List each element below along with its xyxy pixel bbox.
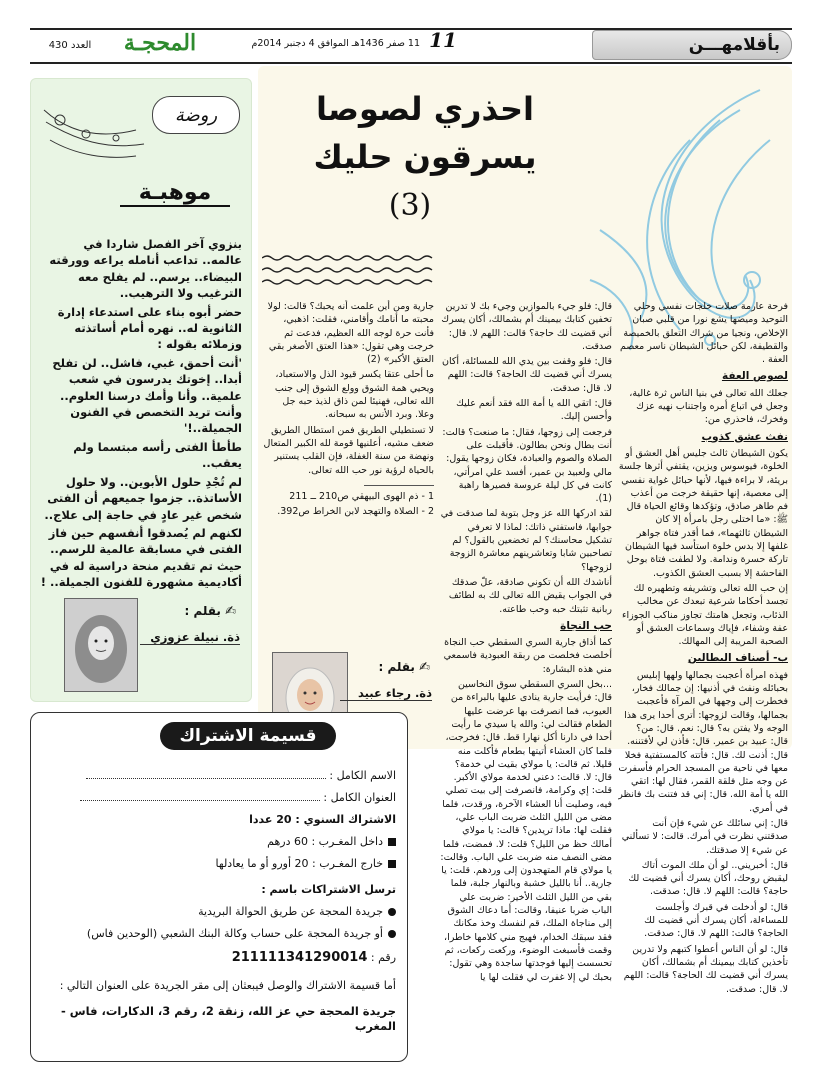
footnote: 2 - الصلاة والتهجد لابن الخراط ص392.: [277, 506, 434, 518]
option2-text: أو جريدة المحجة على حساب وكالة البنك الشعبي (الوحدين فاس): [86, 927, 383, 940]
mailing-address: جريدة المحجة حي عز الله، زنقة 2، رقم 3، الدكارات، فاس - المغرب: [61, 1004, 396, 1033]
outside-morocco-row: [36, 856, 396, 871]
rawda-title: موهبـة: [120, 180, 230, 207]
annual-subscription: الاشتراك السنوي : 20 عددا: [249, 813, 396, 826]
magazine-logo: المحجـة: [123, 30, 197, 56]
account-label: رقم :: [370, 951, 396, 964]
paragraph: فرحة عارمة صلات خلجات نفسي وحلي التوحيد وميضها يشع نورا من قلبي صبان الإخلاص، ونجيا من شراك التعلق بالخميصة والقطيفة، لكن حبائل الشيطان ناسر معصم العفة .: [619, 301, 788, 366]
paragraph: لكنهم لم يُصدقوا أنفسهم حين فاز الفتى في مسابقة عالمية للرسم.. حيث تم تقديم منحة دراسية له في أكاديمية مشهورة للفنون الجميلة.. !: [40, 525, 242, 590]
address-dotted-line[interactable]: [80, 790, 320, 801]
name-field-row[interactable]: [36, 768, 396, 783]
author-label: بقلم :: [378, 660, 415, 674]
paragraph: لا تستطيلي الطريق فمن استطال الطريق ضعف مشيه، أعلنيها قومة لله الكبير المتعال ونهضة من سنة الغفلة، فإن القلب يستنير بالحياة لرؤية نور حب الله تعالى.: [263, 424, 434, 476]
account-number: 211111341290014: [231, 950, 368, 965]
paragraph: فهذه امرأة أعجبت بجمالها ولهها إبليس بحبائله ونفث في أذنيها: إن جمالك فخار، فخطرت إلى وجهها في المرآة فأعجبت بجمالها، وقالت لزوجها: أترى أحدا يرى هذا الوجه ولا يفتن به؟ قال: نعم. قال: من؟ قال: عبيد بن عمير. قال: فأذن لي لأفتننه. قال: أذنت لك. قال: فأتته كالمستفتية فخلا معها في ناحية من المسجد الحرام فأسفرت عن وجه مثل فلقة القمر، فقال لها: اتقي الله يا أمة الله. قال: إني قد فتنت بك فانظر في أمري.: [618, 669, 788, 814]
divider-wave-icon: [262, 254, 436, 262]
address-field-row[interactable]: [36, 790, 396, 805]
header-bottom-rule: [30, 62, 792, 64]
inside-morocco-row: [36, 834, 396, 849]
instructions: أما قسيمة الاشتراك والوصل فيبعثان إلى مقر الجريدة على العنوان التالي :: [59, 979, 396, 992]
subscription-title: قسيمة الاشتراك: [160, 722, 336, 750]
paragraph: أناشدك الله أن تكوني صادقة، علّ صدقك في الجواب يقيض الله تعالى لك به لطائف ربانية تثبتك حبه وحب طاعته.: [448, 576, 612, 615]
paragraph: قال: لو أن الناس أعطوا كتبهم ولا تدرين تأخذين كتابك بيمينك أم بشمالك، أكان يسرك أني قضيت لك الحاجة؟ قالت: اللهم لا. قال: صدقت.: [623, 943, 788, 995]
floral-ornament-icon: [36, 100, 150, 174]
article-column-middle: [440, 300, 612, 1060]
divider-wave-icon: [262, 266, 436, 274]
inside-morocco-text: داخل المغـرب : 60 درهم: [267, 835, 383, 848]
name-label: الاسم الكامل :: [329, 769, 396, 782]
divider-wave-icon: [262, 278, 436, 286]
paragraph: قال: فلو وقفت بين يدي الله للمسائلة، أكان يسرك أني قضيت لك الحاجة؟ قالت: اللهم لا. قال: صدقت.: [442, 356, 612, 394]
paragraph: قال: لو أدخلت في قبرك وأجلست للمساءلة، أكان يسرك أني قضيت لك الحاجة؟ قالت: اللهم لا. قال: صدقت.: [644, 901, 788, 940]
article-part: (3): [388, 188, 432, 223]
paragraph: جعلك الله تعالى في بنيا الناس ثرة غالية، وجعل في اتباع أمره واجتناب نهيه عزك وفخرك، فاحذري من:: [629, 387, 788, 426]
author-byline-1: [350, 660, 430, 675]
pen-icon: ✍: [225, 604, 236, 619]
rawda-logo: روضة: [152, 96, 240, 134]
paragraph: حضر أبوه بناء على استدعاء إدارة الثانوية له.. نهره أمام أساتذته وزملائه بقوله :: [57, 304, 242, 352]
rawda-body: [40, 236, 242, 593]
footnote: 1 - ذم الهوى البيهقي ص210 ــ 211: [289, 490, 434, 502]
option1-row: [36, 904, 396, 919]
square-bullet-icon: [388, 860, 396, 868]
paragraph: فرجعت إلى زوجها، فقال: ما صنعت؟ قالت: أنت بطال ونحن بطالون. فأقبلت على الصلاة والصوم والعبادة، فكان زوجها يقول: مالي ولعبيد بن عمير، أفسد علي امرأتي، كانت في كل ليلة عروسة فصيرها راهبة (1).: [442, 426, 612, 505]
page-number: 11: [429, 28, 457, 52]
account-row: [36, 950, 396, 965]
paragraph: جارية ومن أين علمت أنه يحبك؟ قالت: لولا محبته ما أنامك وأقامني، فقلت: اذهبي، فأنت حرة لوجه الله العظيم، فدعت ثم خرجت وهي تقول: «هذا العتق الأصغر بقي العتق الأكبر» (2): [267, 301, 434, 366]
author-photo-2: [64, 598, 138, 692]
send-label: ترسل الاشتراكات باسم :: [261, 883, 396, 896]
name-dotted-line[interactable]: [86, 768, 326, 779]
paragraph: ...بخل السري السقطي سوق النخاسين قال: فرأيت جارية ينادى عليها بالبراءة من العيوب، فما انصرفت بها عرضت عليها الطعام فقالت لي: والله يا سيدي ما رأيت أحدا في دارنا أكل نهارا قط. قال: فخرجت، فلما كان العشاء أتيتها بطعام فأكلت منه قليلا. ثم قالت: يا مولاي بقيت لي خدمة؟ قال: لا. قالت: دعني لخدمة مولاي الأكبر. قلت: إي وكرامة، فانصرفت إلى بيت تصلي فيه، وصليت أنا العشاء الآخرة، ورقدت، فلما مضى من الليل الثلث ضربت الباب علي، فقلت لها: ماذا تريدين؟ قالت: يا مولاي أمالك حظ من الليل؟ قلت: لا. فمضت، فلما مضى النصف منه ضربت علي الباب. وقالت: يا مولاي قام المتهجدون إلى وردهم. قلت: يا جارية.. أنا بالليل خشبة وبالنهار جلبة، فلما بقي من الليل الثلث الأخير: ضربت علي الباب ضربا عنيفا، وقالت: أما دعاك الشوق إلى مناجاة الملك، قم لنفسك وخذ مكانك فقد سبقك الخدام، فهيج مني كلامها خاطرا، وقمت فأسبغت الوضوء، وركعت ركعات، ثم تحسست إليها فوجدتها ساجدة وهي تقول: بحبك لي إلا غفرت لي فقلت لها يا: [440, 679, 612, 983]
square-bullet-icon: [388, 838, 396, 846]
round-bullet-icon: [388, 930, 396, 938]
author-name-2: ذة. نبيلة عزوزي: [140, 630, 240, 645]
subheading-batalin: ب- أصناف البطالين: [687, 652, 788, 665]
paragraph: لقد ادركها الله عز وجل بتوبة لما صدقت في جوابها، فاستفتي ذاتك: لماذا لا تعرفي تشكيل محاسنك؟ لم تخضعين بالقول؟ لم تصاحبين شابا وتعاشرينهم معاشرة الزوجة لزوجها؟: [440, 508, 612, 573]
paragraph: قال: إني سائلك عن شيء فإن أنت صدقتني نظرت في أمرك. قالت: لا تسألني عن شيء إلا صدقتك.: [621, 817, 788, 856]
option2-row: [36, 926, 396, 941]
issue-number: العدد 430: [48, 40, 92, 51]
round-bullet-icon: [388, 908, 396, 916]
paragraph: كما أذاق جارية السري السقطي حب النجاة أخلصت فخلصت من ربقة العبودية فاسمعي مني هذه البشارة:: [443, 637, 612, 675]
article-title-line1: احذري لصوصا: [316, 90, 534, 128]
paragraph: طأطأ الفتى رأسه مبتسما ولم يعقب..: [73, 439, 242, 471]
paragraph: 'أنت أحمق، غبي، فاشل.. لن تفلح أبدا.. إخوتك يدرسون في شعب علمية.. وأنا وأمك درسنا العلوم.. وأنت تريد التخصص في الفنون الجميلة..!': [52, 355, 242, 436]
author-name-1: ذة. رجاء عبيد: [340, 686, 432, 701]
section-title: بأقلامهـــن: [688, 35, 780, 55]
article-column-right: [618, 300, 788, 1050]
option1-text: جريدة المحجة عن طريق الحوالة البريدية: [198, 905, 383, 918]
outside-morocco-text: خارج المغـرب : 20 أورو أو ما يعادلها: [215, 857, 383, 870]
paragraph: ما أحلى عتقا يكسر قيود الذل والاستعباد، ويحيي همة الشوق وولع الشوق إلى جنب الله تعالى، فهنيئا لمن ذاق لذيذ حبه جل وعلا. وبرد الأنس به سبحانه.: [274, 369, 434, 421]
author-byline-2: [140, 604, 236, 619]
subheading-naja: حب النجاة: [560, 619, 612, 632]
paragraph: يكون الشيطان ثالث جليس أهل العشق أو الخلوة، فيوسوس ويزين، يقتفي أثرها جلسة بريئة، لا براءة فيها، لأنها حبائل غواية نفسي إلى معصية، إنها حقيقة خرجت من أعذب فم طاهر صادق، وتؤكدها وقائع الحياة قال ﷺ: «ما اختلى رجل بامرأة إلا كان الشيطان ثالثهما»، فما أقدر فتاة جواهر غلفها إلا بدس خلوة استأسد فيها الشيطان تاركة حسرة وندامة. ولا لطفت فتاة بوحل الفاحشة إلا بسبب العشق الكذوب.: [618, 447, 788, 579]
paragraph: قال: أخبريني.. لو أن ملك الموت أتاك ليقبض روحك، أكان يسرك أني قضيت لك حاجة؟ قالت: اللهم لا. قال: صدقت.: [628, 859, 788, 898]
paragraph: إن حب الله تعالى وتشريفه وتطهيره لك تجسد أحكاما شرعية تبعدك عن مخالب الذئاب، وتجعل هامتك تجاوز مناكب الجوزاء عفة وشفاء، فإياك وسماعات العشق أو الصحبة المريبة إلى المهالك.: [622, 582, 788, 648]
date-line: 11 صفر 1436هـ الموافق 4 دجنبر 2014م: [251, 38, 420, 49]
subheading-shiq: نفث عشق كذوب: [701, 430, 788, 443]
paragraph: قال: اتقي الله يا أمة الله فقد أنعم عليك وأحسن إليك.: [456, 398, 612, 423]
footnote-divider: [364, 485, 434, 486]
article-column-left: [262, 300, 434, 646]
address-label: العنوان الكامل :: [323, 791, 396, 804]
subheading-iffa: لصوص العفة: [721, 370, 788, 383]
author-label: بقلم :: [184, 604, 221, 618]
paragraph: لم تُجْدِ حلول الأبوين.. ولا حلول الأساتذة.. جزموا جميعهم أن الفتى شخص غير عادٍ في حاجة إلى علاج..: [44, 474, 242, 522]
paragraph: بنزوي آخر الفصل شاردا في عالمه.. تداعب أنامله يراعه وورقته البيضاء.. يرسم.. لم يفلح معه الترغيب ولا الترهيب..: [49, 237, 242, 301]
pen-icon: ✍: [419, 660, 430, 675]
paragraph: قال: فلو جيء بالموازين وجيء بك لا تدرين تخفين كتابك بيمينك أم بشمالك، أكان يسرك أني قضيت لك حاجة؟ قالت: اللهم لا. قال: صدقت.: [441, 301, 612, 352]
article-title-line2: يسرقون حليك: [313, 138, 537, 176]
